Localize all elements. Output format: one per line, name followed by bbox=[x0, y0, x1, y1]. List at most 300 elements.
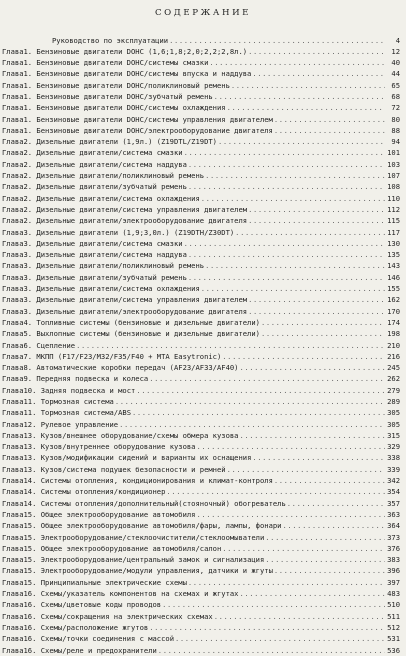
toc-section-title: Дизельные двигатели/зубчатый ремень bbox=[36, 182, 187, 192]
toc-page-number: 383 bbox=[387, 555, 400, 565]
toc-chapter-number: Глава15. bbox=[2, 509, 37, 519]
toc-entry-title bbox=[2, 68, 251, 79]
toc-section-title: Схемы/реле и предохранители bbox=[40, 645, 157, 655]
dot-leader bbox=[248, 204, 385, 215]
toc-section-title: Дизельные двигатели/система наддува bbox=[36, 159, 187, 169]
toc-entry bbox=[2, 215, 400, 226]
dot-leader bbox=[166, 486, 385, 497]
toc-page-number: 135 bbox=[387, 250, 400, 260]
toc-page-number: 12 bbox=[391, 46, 400, 56]
toc-chapter-number: Глава2. bbox=[2, 137, 33, 147]
toc-entry bbox=[2, 385, 400, 396]
toc-chapter-number: Глава10. bbox=[2, 385, 37, 395]
toc-entry-title bbox=[2, 125, 273, 136]
dot-leader bbox=[222, 543, 385, 554]
toc-entry bbox=[2, 407, 400, 418]
toc-entry-title bbox=[2, 385, 135, 396]
dot-leader bbox=[248, 46, 385, 57]
toc-entry bbox=[2, 227, 400, 238]
toc-entry bbox=[2, 91, 400, 102]
dot-leader bbox=[149, 373, 385, 384]
toc-chapter-number: Глава2. bbox=[2, 216, 33, 226]
toc-chapter-number: Глава3. bbox=[2, 284, 33, 294]
toc-entry bbox=[2, 170, 400, 181]
toc-page-number: 170 bbox=[387, 306, 400, 316]
toc-entry bbox=[2, 204, 400, 215]
toc-chapter-number: Глава1. bbox=[2, 58, 33, 68]
dot-leader bbox=[252, 68, 385, 79]
toc-section-title: Системы отопления/кондиционер bbox=[40, 487, 166, 497]
toc-entry-title bbox=[2, 520, 281, 531]
toc-section-title: Дизельные двигатели/система наддува bbox=[36, 250, 187, 260]
toc-chapter-number: Глава15. bbox=[2, 532, 37, 542]
dot-leader bbox=[175, 633, 385, 644]
dot-leader bbox=[239, 362, 385, 373]
toc-section-title: Общее электрооборудование автомобиля/салон bbox=[40, 543, 222, 553]
dot-leader bbox=[248, 215, 385, 226]
toc-page-number: 94 bbox=[391, 137, 400, 147]
toc-chapter-number: Глава16. bbox=[2, 600, 37, 610]
toc-chapter-number: Глава8. bbox=[2, 363, 33, 373]
toc-entry-title bbox=[2, 159, 187, 170]
toc-entry bbox=[2, 577, 400, 588]
toc-entry bbox=[2, 181, 400, 192]
dot-leader bbox=[115, 396, 385, 407]
toc-chapter-number: Глава13. bbox=[2, 464, 37, 474]
toc-chapter-number: Глава14. bbox=[2, 487, 37, 497]
toc-page-number: 329 bbox=[387, 442, 400, 452]
toc-section-title: Дизельные двигатели/зубчатый ремень bbox=[36, 272, 187, 282]
dot-leader bbox=[227, 464, 385, 475]
toc-entry-title bbox=[2, 328, 260, 339]
toc-chapter-number: Глава9. bbox=[2, 374, 33, 384]
toc-chapter-number: Глава2. bbox=[2, 171, 33, 181]
toc-entry bbox=[2, 351, 400, 362]
toc-page-number: 130 bbox=[387, 238, 400, 248]
toc-section-title: Кузов/модификации сидений и варианты их оснащения bbox=[40, 453, 252, 463]
toc-chapter-number: Глава11. bbox=[2, 397, 37, 406]
toc-page-number: 357 bbox=[387, 498, 400, 508]
toc-entry bbox=[2, 520, 400, 531]
toc-entry-title bbox=[2, 215, 247, 226]
toc-chapter-number: Глава3. bbox=[2, 272, 33, 282]
toc-entry-title bbox=[2, 577, 187, 588]
toc-section-title: Электрооборудование/центральный замок и сигнализация bbox=[40, 555, 265, 565]
toc-chapter-number: Глава1. bbox=[2, 46, 33, 56]
toc-entry bbox=[2, 430, 400, 441]
toc-section-title: Бензиновые двигатели DOHC/системы смазки bbox=[36, 58, 209, 68]
toc-entry-title bbox=[2, 486, 165, 497]
toc-page-number: 376 bbox=[387, 543, 400, 553]
toc-chapter-number: Глава11. bbox=[2, 408, 37, 418]
dot-leader bbox=[169, 35, 385, 46]
toc-section-title: Дизельные двигатели/электрооборудование двигателя bbox=[36, 216, 248, 226]
toc-entry bbox=[2, 622, 400, 633]
toc-chapter-number: Глава16. bbox=[2, 645, 37, 655]
toc-chapter-number: Глава1. bbox=[2, 91, 33, 101]
toc-entry bbox=[2, 283, 400, 294]
toc-entry bbox=[2, 362, 400, 373]
toc-page-number: 338 bbox=[387, 453, 400, 463]
toc-section-title: Принципиальные электрические схемы bbox=[40, 577, 187, 587]
toc-entry-title bbox=[2, 193, 200, 204]
toc-page-number: 112 bbox=[387, 204, 400, 214]
toc-entry-title bbox=[2, 452, 251, 463]
toc-chapter-number: Глава2. bbox=[2, 148, 33, 158]
dot-leader bbox=[239, 430, 385, 441]
toc-entry-title bbox=[2, 419, 118, 430]
toc-page-number: 363 bbox=[387, 509, 400, 519]
dot-leader bbox=[248, 306, 385, 317]
toc-entry bbox=[2, 317, 400, 328]
toc-entry-title bbox=[2, 509, 195, 520]
toc-entry-title bbox=[2, 645, 157, 656]
toc-entry-title bbox=[2, 340, 75, 351]
toc-entry bbox=[2, 306, 400, 317]
toc-page-number: 198 bbox=[387, 329, 400, 339]
toc-entry-title bbox=[2, 181, 187, 192]
toc-entry-title bbox=[2, 306, 247, 317]
toc-page-number: 342 bbox=[387, 476, 400, 486]
toc-chapter-number: Глава1. bbox=[2, 69, 33, 79]
toc-section-title: Дизельные двигатели/система смазки bbox=[36, 148, 183, 158]
toc-chapter-number: Глава13. bbox=[2, 430, 37, 440]
toc-page-number: 315 bbox=[387, 430, 400, 440]
toc-entry-title bbox=[2, 102, 226, 113]
toc-section-title: Схемы/цветовые коды проводов bbox=[40, 600, 162, 610]
toc-chapter-number: Глава3. bbox=[2, 227, 33, 237]
toc-page-number: 174 bbox=[387, 317, 400, 327]
toc-chapter-number: Глава13. bbox=[2, 442, 37, 452]
toc-section-title: Дизельные двигатели/электрооборудование двигателя bbox=[36, 306, 248, 316]
toc-page-number: 289 bbox=[387, 397, 400, 406]
toc-page-number: 117 bbox=[387, 227, 400, 237]
toc-entry-title bbox=[2, 554, 264, 565]
toc-entry bbox=[2, 441, 400, 452]
toc-entry-title bbox=[2, 498, 286, 509]
toc-entry-title bbox=[2, 475, 273, 486]
toc-chapter-number: Глава14. bbox=[2, 476, 37, 486]
toc-entry bbox=[2, 260, 400, 271]
toc-entry-title bbox=[2, 407, 131, 418]
toc-section-title: Сцепление bbox=[36, 340, 76, 350]
toc-chapter-number: Глава7. bbox=[2, 351, 33, 361]
dot-leader bbox=[205, 170, 385, 181]
toc-entry-title bbox=[2, 633, 174, 644]
toc-section-title: Выхлопные системы (бензиновые и дизельные двигатели) bbox=[36, 329, 260, 339]
toc-section-title: Бензиновые двигатели DOHC/поликлиновый ремень bbox=[36, 80, 230, 90]
toc-entry-title bbox=[2, 46, 247, 57]
dot-leader bbox=[162, 599, 385, 610]
dot-leader bbox=[274, 565, 385, 576]
toc-page-number: 354 bbox=[387, 487, 400, 497]
toc-page-number: 88 bbox=[391, 125, 400, 135]
dot-leader bbox=[274, 475, 385, 486]
toc-entry bbox=[2, 193, 400, 204]
toc-section-title: Системы отопления/дополнительный(стояночный) обогреватель bbox=[40, 498, 286, 508]
toc-section-title: Задняя подвеска и мост bbox=[40, 385, 136, 395]
dot-leader bbox=[287, 498, 385, 509]
dot-leader bbox=[201, 283, 385, 294]
toc-section-title: Дизельные двигатели (1,9л.) (Z19DTL/Z19DT) bbox=[36, 137, 217, 147]
toc-section-title: Передняя подвеска и колеса bbox=[36, 374, 149, 384]
toc-entry bbox=[2, 509, 400, 520]
dot-leader bbox=[218, 136, 385, 147]
toc-entry-title bbox=[2, 227, 234, 238]
toc-section-title: Схемы/расположение жгутов bbox=[40, 622, 149, 632]
toc-page-number: 103 bbox=[387, 159, 400, 169]
toc-entry bbox=[2, 645, 400, 656]
toc-entry bbox=[2, 136, 400, 147]
toc-entry-title bbox=[2, 373, 148, 384]
toc-chapter-number: Глава3. bbox=[2, 250, 33, 260]
toc-section-title: Автоматические коробки передач (AF23/AF33/AF40) bbox=[36, 363, 239, 373]
dot-leader bbox=[201, 193, 385, 204]
toc-entry-title bbox=[2, 532, 264, 543]
toc-entry-title bbox=[2, 317, 260, 328]
toc-entry bbox=[2, 249, 400, 260]
toc-entry-title bbox=[2, 272, 187, 283]
dot-leader bbox=[222, 351, 385, 362]
toc-chapter-number: Глава1. bbox=[2, 114, 33, 124]
toc-chapter-number: Глава2. bbox=[2, 204, 33, 214]
toc-chapter-number: Глава15. bbox=[2, 566, 37, 576]
toc-entry-title bbox=[2, 622, 148, 633]
toc-section-title: Дизельные двигатели (1,9;3,0л.) (Z19DTH/Z30DT) bbox=[36, 227, 235, 237]
toc-section-title: Бензиновые двигатели DOHC/системы впуска и наддува bbox=[36, 69, 252, 79]
dot-leader bbox=[274, 114, 385, 125]
toc-entry bbox=[2, 125, 400, 136]
toc-entry-title bbox=[2, 57, 208, 68]
toc-entry bbox=[2, 633, 400, 644]
dot-leader bbox=[231, 80, 385, 91]
toc-section-title: Дизельные двигатели/поликлиновый ремень bbox=[36, 171, 205, 181]
dot-leader bbox=[188, 272, 385, 283]
toc-section-title: Руководство по эксплуатации bbox=[52, 35, 169, 45]
toc-section-title: Схемы/указатель компонентов на схемах и жгутах bbox=[40, 589, 239, 599]
toc-entry bbox=[2, 159, 400, 170]
toc-entry bbox=[2, 486, 400, 497]
dot-leader bbox=[235, 227, 385, 238]
toc-entry bbox=[2, 80, 400, 91]
toc-section-title: Бензиновые двигатели DOHC (1,6;1,8;2,0;2,2;2,8л.) bbox=[36, 46, 248, 56]
toc-entry-title bbox=[2, 147, 183, 158]
dot-leader bbox=[119, 419, 385, 430]
dot-leader bbox=[136, 385, 385, 396]
toc-entry bbox=[2, 543, 400, 554]
toc-chapter-number: Глава13. bbox=[2, 453, 37, 463]
toc-section-title: Дизельные двигатели/система охлаждения bbox=[36, 193, 200, 203]
toc-chapter-number: Глава15. bbox=[2, 555, 37, 565]
toc-entry-title bbox=[2, 260, 204, 271]
toc-chapter-number: Глава16. bbox=[2, 589, 37, 599]
toc-chapter-number: Глава1. bbox=[2, 80, 33, 90]
toc-page-number: 108 bbox=[387, 182, 400, 192]
dot-leader bbox=[252, 452, 385, 463]
toc-entry bbox=[2, 396, 400, 407]
dot-leader bbox=[188, 249, 385, 260]
toc-entry-title bbox=[2, 80, 230, 91]
toc-page-number: 279 bbox=[387, 385, 400, 395]
toc-chapter-number: Глава16. bbox=[2, 634, 37, 644]
toc-entry-title bbox=[2, 283, 200, 294]
toc-entry bbox=[2, 35, 400, 46]
toc-section-title: Рулевое управление bbox=[40, 419, 119, 429]
toc-chapter-number: Глава2. bbox=[2, 193, 33, 203]
toc-entry bbox=[2, 328, 400, 339]
toc-entry-title bbox=[2, 362, 238, 373]
toc-page-number: 101 bbox=[387, 148, 400, 158]
toc-page-number: 305 bbox=[387, 419, 400, 429]
dot-leader bbox=[158, 645, 385, 656]
toc-entry bbox=[2, 464, 400, 475]
toc-entry bbox=[2, 102, 400, 113]
toc-page-number: 262 bbox=[387, 374, 400, 384]
dot-leader bbox=[261, 317, 385, 328]
toc-section-title: Общее электрооборудование автомобиля bbox=[40, 509, 196, 519]
toc-page-number: 68 bbox=[391, 91, 400, 101]
toc-section-title: Кузов/система подушек безопасности и ремней bbox=[40, 464, 226, 474]
toc-entry bbox=[2, 46, 400, 57]
toc-page-number: 162 bbox=[387, 295, 400, 305]
toc-entry-title bbox=[2, 35, 168, 46]
toc-section-title: Дизельные двигатели/система управления двигателем bbox=[36, 295, 248, 305]
toc-entry bbox=[2, 340, 400, 351]
toc-chapter-number: Глава2. bbox=[2, 159, 33, 169]
toc-page-number: 510 bbox=[387, 600, 400, 610]
toc-section-title: Тормозная система bbox=[40, 397, 114, 406]
dot-leader bbox=[149, 622, 385, 633]
toc-chapter-number: Глава2. bbox=[2, 182, 33, 192]
toc-section-title: Дизельные двигатели/система смазки bbox=[36, 238, 183, 248]
dot-leader bbox=[265, 532, 385, 543]
dot-leader bbox=[227, 102, 385, 113]
toc-entry-title bbox=[2, 611, 213, 622]
toc-chapter-number: Глава14. bbox=[2, 498, 37, 508]
toc-entry-title bbox=[2, 238, 183, 249]
toc-entry bbox=[2, 419, 400, 430]
toc-entry bbox=[2, 68, 400, 79]
toc-section-title: Бензиновые двигатели DOHC/системы охлаждения bbox=[36, 103, 226, 113]
toc-section-title: Дизельные двигатели/поликлиновый ремень bbox=[36, 261, 205, 271]
toc-entry bbox=[2, 373, 400, 384]
toc-entry-title bbox=[2, 136, 217, 147]
dot-leader bbox=[265, 554, 385, 565]
toc-page-number: 110 bbox=[387, 193, 400, 203]
toc-entry bbox=[2, 599, 400, 610]
toc-section-title: Дизельные двигатели/система охлаждения bbox=[36, 284, 200, 294]
toc-section-title: Схемы/сокращения на электрических схемах bbox=[40, 611, 213, 621]
toc-page-number: 397 bbox=[387, 577, 400, 587]
toc-entry bbox=[2, 565, 400, 576]
toc-page-number: 210 bbox=[387, 340, 400, 350]
dot-leader bbox=[261, 328, 385, 339]
toc-page-number: 143 bbox=[387, 261, 400, 271]
toc-page-number: 107 bbox=[387, 171, 400, 181]
toc-page-number: 115 bbox=[387, 216, 400, 226]
toc-chapter-number: Глава1. bbox=[2, 103, 33, 113]
toc-page-number: 364 bbox=[387, 521, 400, 531]
toc-entry-title bbox=[2, 114, 273, 125]
dot-leader bbox=[188, 181, 385, 192]
dot-leader bbox=[188, 577, 385, 588]
toc-entry bbox=[2, 498, 400, 509]
toc-section-title: Тормозная система/ABS bbox=[40, 408, 131, 418]
toc-entry bbox=[2, 147, 400, 158]
dot-leader bbox=[214, 91, 385, 102]
toc-chapter-number: Глава1. bbox=[2, 125, 33, 135]
toc-entry bbox=[2, 554, 400, 565]
toc-entry bbox=[2, 452, 400, 463]
toc-page-number: 305 bbox=[387, 408, 400, 418]
dot-leader bbox=[184, 238, 385, 249]
toc-page-number: 245 bbox=[387, 363, 400, 373]
toc-page-number: 155 bbox=[387, 284, 400, 294]
toc-entry-title bbox=[2, 441, 195, 452]
dot-leader bbox=[132, 407, 385, 418]
toc-page-number: 80 bbox=[391, 114, 400, 124]
toc-page-number: 146 bbox=[387, 272, 400, 282]
toc-entry-title bbox=[2, 565, 273, 576]
toc-entry-title bbox=[2, 599, 161, 610]
toc-entry-title bbox=[2, 464, 226, 475]
toc-entry-title bbox=[2, 204, 247, 215]
table-of-contents bbox=[2, 35, 400, 656]
toc-entry bbox=[2, 114, 400, 125]
dot-leader bbox=[274, 125, 385, 136]
toc-entry-title bbox=[2, 351, 221, 362]
toc-chapter-number: Глава15. bbox=[2, 521, 37, 531]
dot-leader bbox=[76, 340, 385, 351]
toc-section-title: Бензиновые двигатели DOHC/системы управления двигателем bbox=[36, 114, 273, 124]
toc-entry-title bbox=[2, 249, 187, 260]
toc-section-title: Электрооборудование/стеклоочистители/стеклоомыватели bbox=[40, 532, 265, 542]
toc-page-number: 216 bbox=[387, 351, 400, 361]
toc-entry bbox=[2, 532, 400, 543]
toc-page-number: 511 bbox=[387, 611, 400, 621]
toc-section-title: Бензиновые двигатели DOHC/электрооборудование двигателя bbox=[36, 125, 273, 135]
toc-chapter-number: Глава3. bbox=[2, 238, 33, 248]
dot-leader bbox=[196, 509, 385, 520]
toc-page-number: 4 bbox=[395, 35, 400, 45]
page-title: СОДЕРЖАНИЕ bbox=[154, 8, 252, 18]
toc-chapter-number: Глава15. bbox=[2, 543, 37, 553]
toc-chapter-number: Глава16. bbox=[2, 622, 37, 632]
toc-section-title: Схемы/точки соединения с массой bbox=[40, 634, 174, 644]
toc-chapter-number: Глава12. bbox=[2, 419, 37, 429]
toc-page-number: 72 bbox=[391, 103, 400, 113]
dot-leader bbox=[214, 611, 385, 622]
toc-section-title: Дизельные двигатели/система управления двигателем bbox=[36, 204, 248, 214]
toc-entry bbox=[2, 611, 400, 622]
toc-page-number: 396 bbox=[387, 566, 400, 576]
toc-page-number: 65 bbox=[391, 80, 400, 90]
toc-chapter-number: Глава5. bbox=[2, 329, 33, 339]
toc-entry bbox=[2, 238, 400, 249]
toc-section-title: Топливные системы (бензиновые и дизельные двигатели) bbox=[36, 317, 260, 327]
toc-section-title: Системы отопления, кондиционирования и климат-контроля bbox=[40, 476, 273, 486]
dot-leader bbox=[248, 294, 385, 305]
dot-leader bbox=[196, 441, 385, 452]
toc-section-title: Общее электрооборудование автомобиля/фары, лампы, фонари bbox=[40, 521, 282, 531]
toc-section-title: Бензиновые двигатели DOHC/зубчатый ремень bbox=[36, 91, 213, 101]
toc-entry-title bbox=[2, 543, 221, 554]
toc-page-number: 40 bbox=[391, 58, 400, 68]
toc-entry-title bbox=[2, 396, 114, 407]
toc-chapter-number: Глава3. bbox=[2, 295, 33, 305]
toc-entry-title bbox=[2, 91, 213, 102]
toc-entry bbox=[2, 272, 400, 283]
